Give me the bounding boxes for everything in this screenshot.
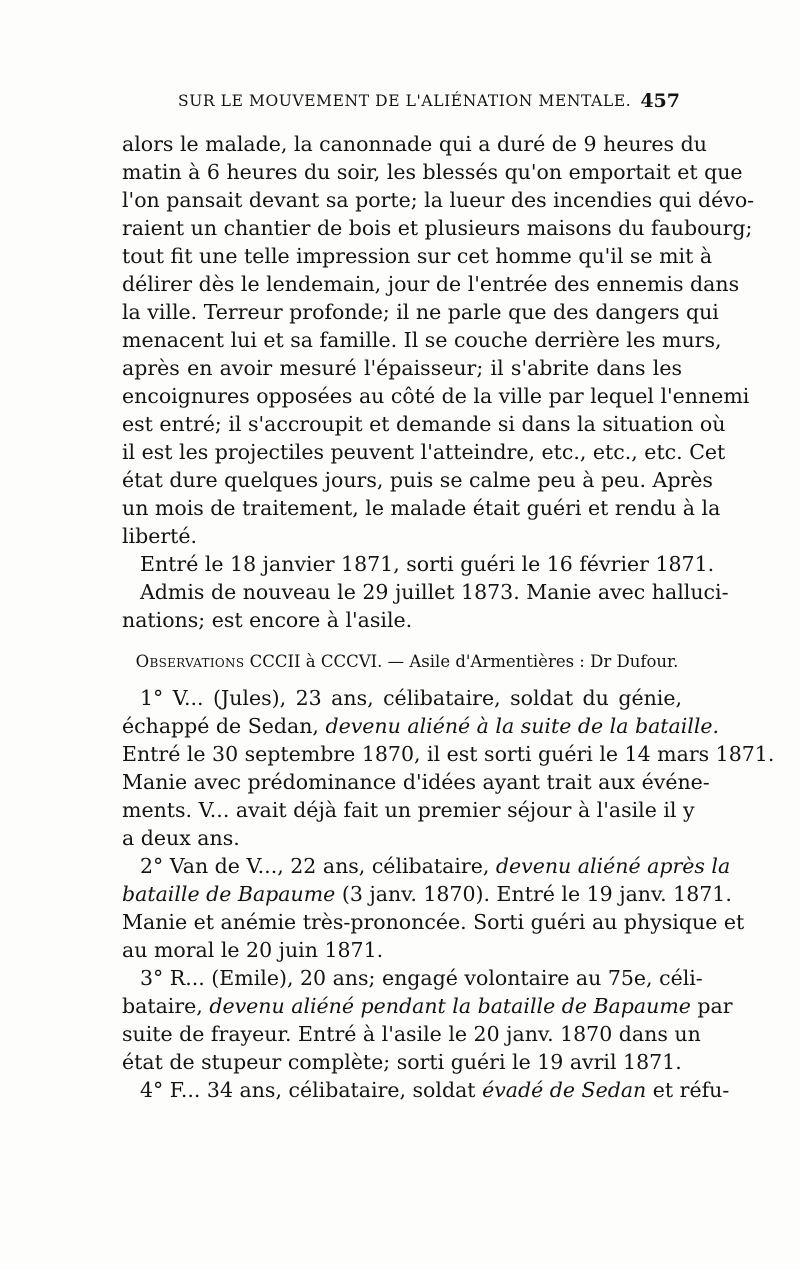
- text-segment: et réfu-: [646, 1078, 730, 1102]
- text-segment: (3 janv. 1870). Entré le 19 janv. 1871.: [335, 882, 732, 906]
- text-line: Entré le 18 janvier 1871, sorti guéri le 16 février 1871.: [140, 552, 715, 576]
- text-line: au moral le 20 juin 1871.: [122, 938, 384, 962]
- text-line: encoignures opposées au côté de la ville par lequel l'ennemi: [122, 384, 750, 408]
- italic-segment: devenu aliéné après la: [495, 854, 731, 878]
- running-header: [178, 92, 680, 116]
- text-line: suite de frayeur. Entré à l'asile le 20 janv. 1870 dans un: [122, 1022, 701, 1046]
- text-line: Manie avec prédominance d'idées ayant trait aux événe-: [122, 770, 710, 794]
- text-line: [122, 880, 732, 908]
- text-line: il est les projectiles peuvent l'atteindre, etc., etc., etc. Cet: [122, 440, 726, 464]
- text-line: [122, 852, 731, 880]
- text-line: [122, 712, 720, 740]
- text-line: raient un chantier de bois et plusieurs maisons du faubourg;: [122, 216, 753, 240]
- observations-heading: [122, 648, 682, 676]
- text-line: Admis de nouveau le 29 juillet 1873. Manie avec halluci-: [140, 580, 729, 604]
- text-line: état de stupeur complète; sorti guéri le 19 avril 1871.: [122, 1050, 682, 1074]
- italic-segment: devenu aliéné pendant la bataille de Bapaume: [209, 994, 691, 1018]
- text-line: la ville. Terreur profonde; il ne parle que des dangers qui: [122, 300, 719, 324]
- text-line: Entré le 30 septembre 1870, il est sorti guéri le 14 mars 1871.: [122, 742, 775, 766]
- text-segment: par: [690, 994, 733, 1018]
- text-line: liberté.: [122, 524, 198, 548]
- text-line: [122, 1076, 730, 1104]
- text-line: menacent lui et sa famille. Il se couche derrière les murs,: [122, 328, 722, 352]
- spacer: [122, 634, 682, 648]
- text-segment: bataire,: [122, 994, 210, 1018]
- observations-label: Observations: [135, 652, 245, 671]
- running-title: SUR LE MOUVEMENT DE L'ALIÉNATION MENTALE.: [178, 92, 632, 110]
- text-line: 1° V... (Jules), 23 ans, célibataire, soldat du génie,: [140, 686, 682, 710]
- text-line: a deux ans.: [122, 826, 240, 850]
- text-segment: échappé de Sedan,: [122, 714, 326, 738]
- observations-range: CCCII à CCCVI. — Asile d'Armentières : Dr Dufour.: [249, 652, 679, 671]
- text-line: état dure quelques jours, puis se calme peu à peu. Après: [122, 468, 713, 492]
- text-line: nations; est encore à l'asile.: [122, 608, 413, 632]
- spacer: [122, 676, 682, 684]
- text-line: l'on pansait devant sa porte; la lueur des incendies qui dévo-: [122, 188, 755, 212]
- text-line: tout fit une telle impression sur cet homme qu'il se mit à: [122, 244, 713, 268]
- body-text: [122, 130, 775, 1104]
- text-line: est entré; il s'accroupit et demande si dans la situation où: [122, 412, 726, 436]
- italic-segment: bataille de Bapaume: [122, 882, 336, 906]
- text-line: un mois de traitement, le malade était guéri et rendu à la: [122, 496, 721, 520]
- text-line: ments. V... avait déjà fait un premier séjour à l'asile il y: [122, 798, 695, 822]
- page-number: 457: [640, 90, 680, 112]
- text-line: [122, 992, 733, 1020]
- text-line: Manie et anémie très-prononcée. Sorti guéri au physique et: [122, 910, 745, 934]
- text-line: 3° R... (Emile), 20 ans; engagé volontaire au 75e, céli-: [140, 966, 703, 990]
- italic-segment: devenu aliéné à la suite de la bataille.: [325, 714, 720, 738]
- italic-segment: évadé de Sedan: [482, 1078, 647, 1102]
- text-line: après en avoir mesuré l'épaisseur; il s'abrite dans les: [122, 356, 682, 380]
- text-segment: 2° Van de V..., 22 ans, célibataire,: [140, 854, 496, 878]
- text-line: délirer dès le lendemain, jour de l'entrée des ennemis dans: [122, 272, 740, 296]
- text-line: alors le malade, la canonnade qui a duré de 9 heures du: [122, 132, 707, 156]
- text-segment: 4° F... 34 ans, célibataire, soldat: [140, 1078, 483, 1102]
- text-line: matin à 6 heures du soir, les blessés qu'on emportait et que: [122, 160, 743, 184]
